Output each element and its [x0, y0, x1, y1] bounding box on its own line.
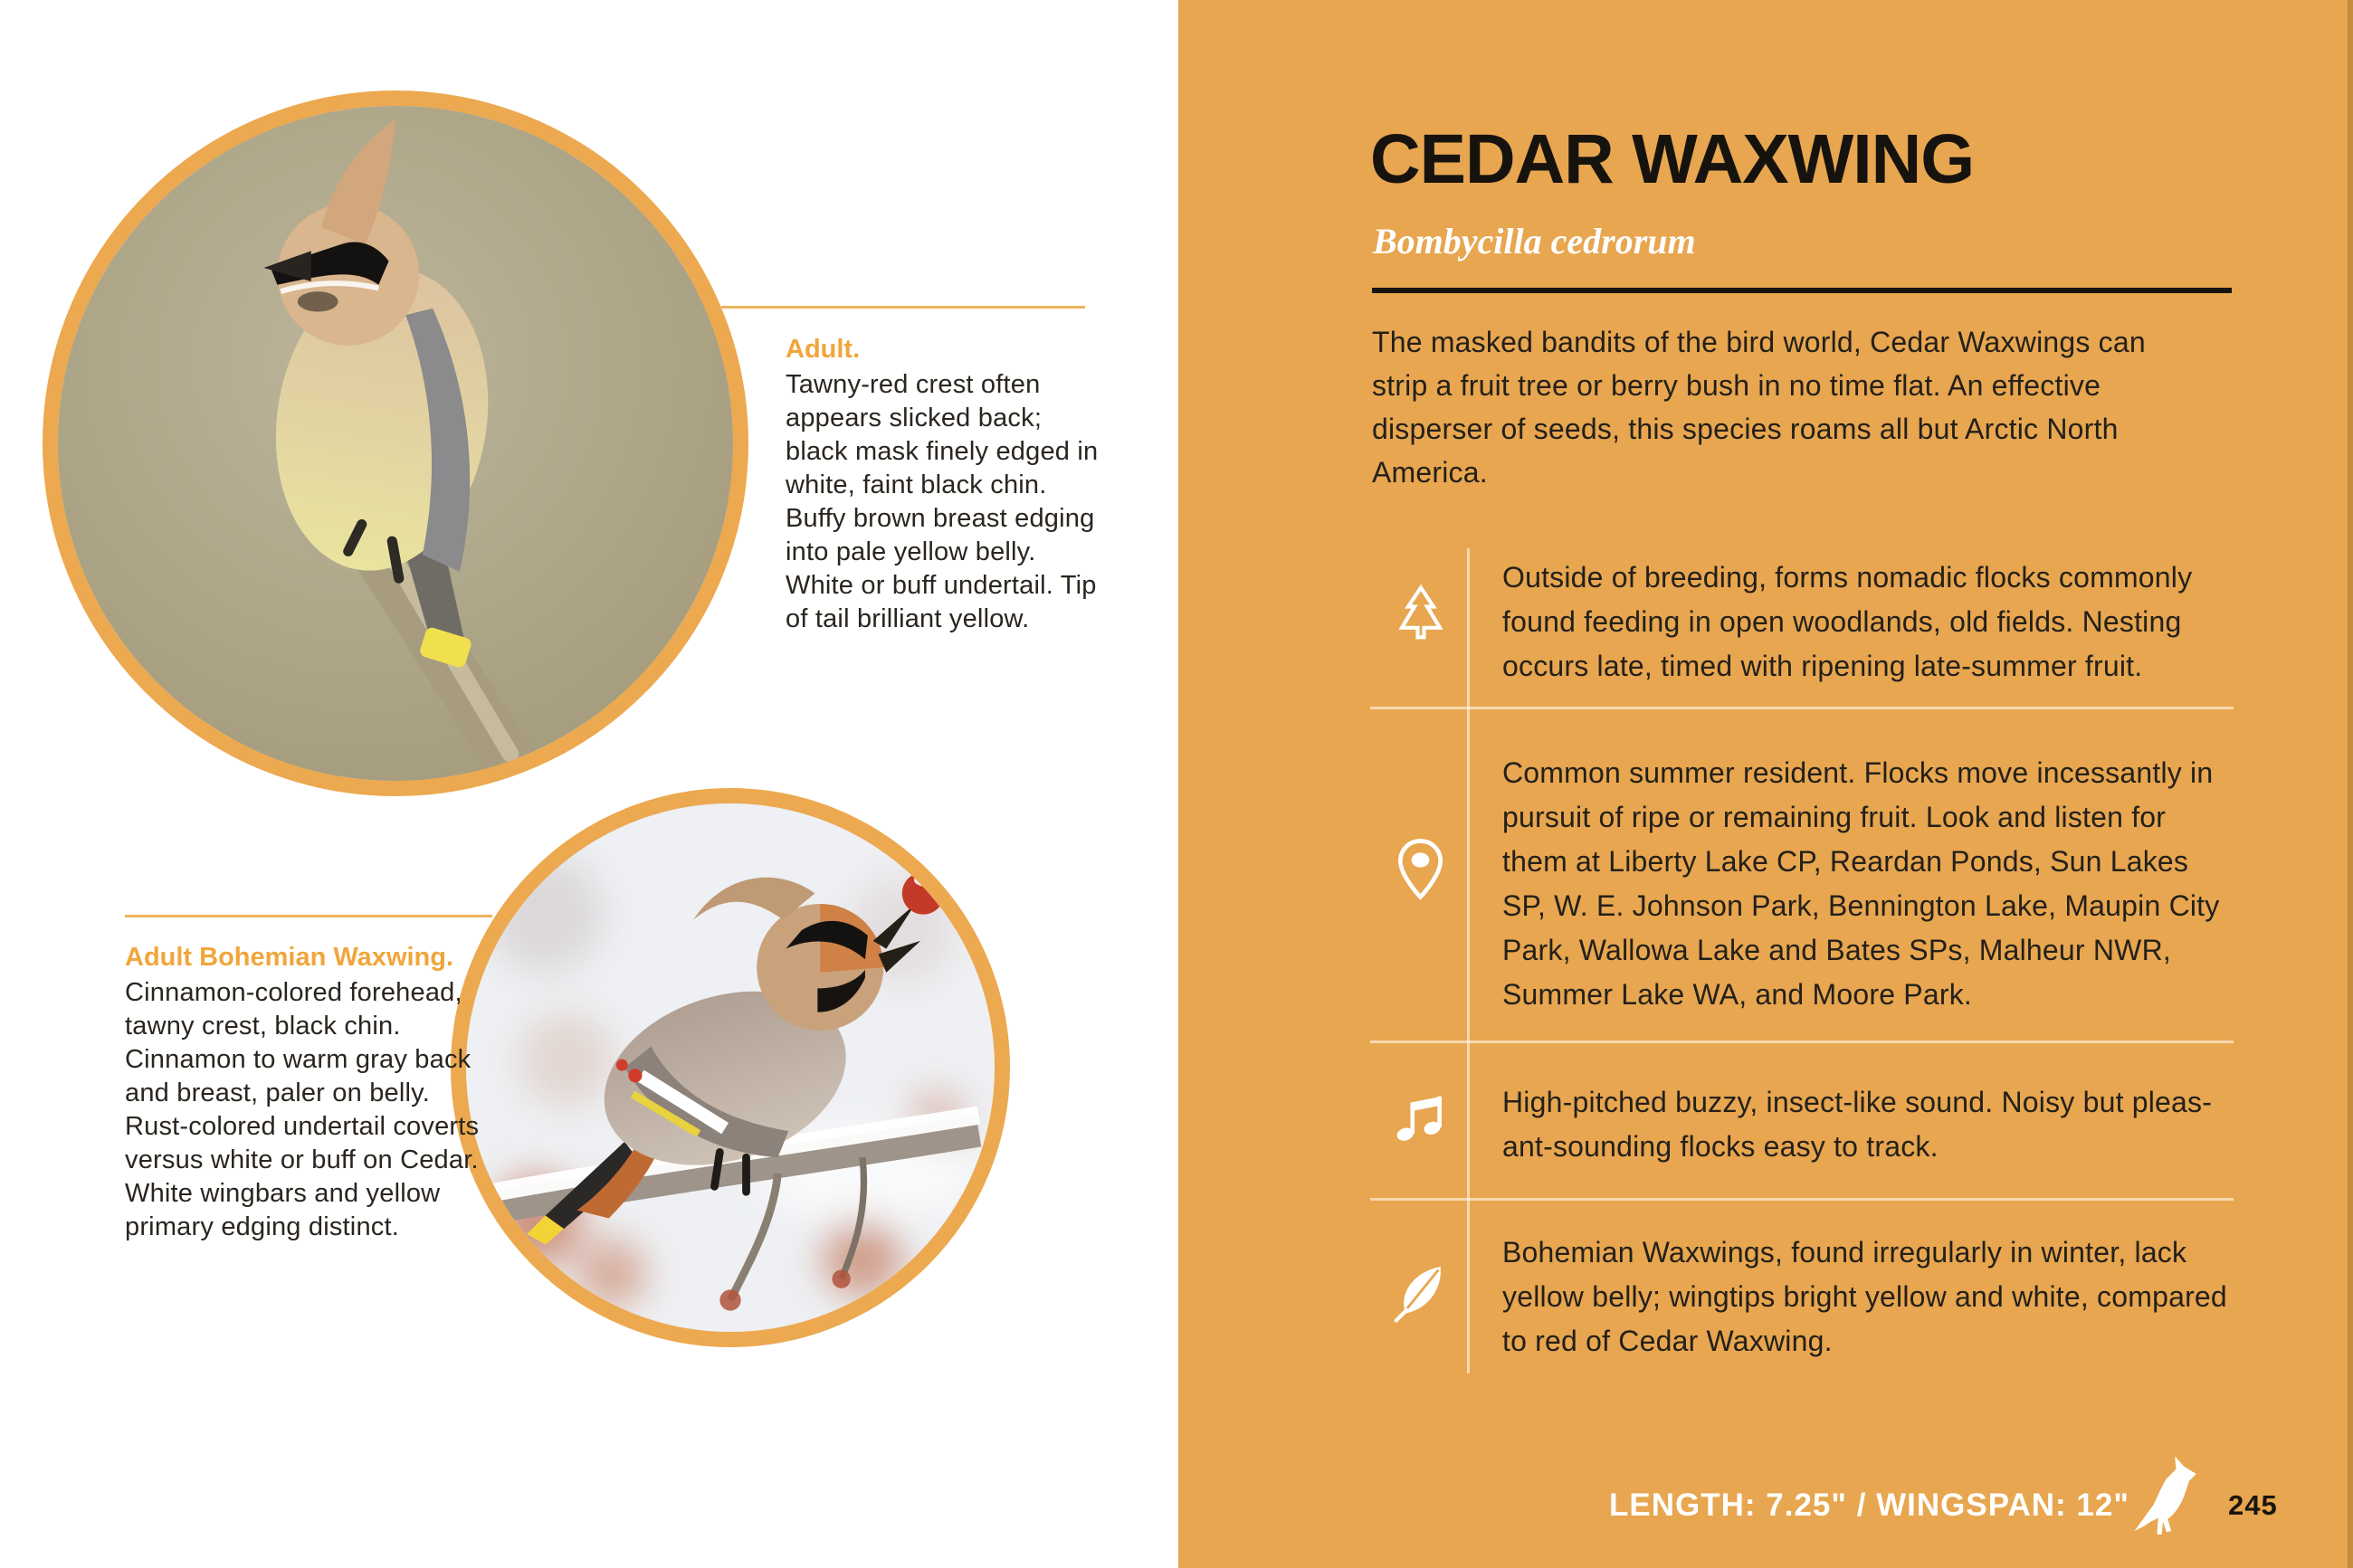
- music-note-icon: [1394, 1088, 1449, 1144]
- species-title: CEDAR WAXWING: [1370, 120, 1975, 198]
- page-number: 245: [2228, 1489, 2278, 1521]
- caption-rule-bohemian: [125, 915, 492, 917]
- cedar-waxwing-illustration: [58, 106, 733, 781]
- scientific-name: Bombycilla cedrorum: [1373, 221, 1696, 261]
- caption-adult-heading: Adult.: [786, 335, 861, 364]
- cedar-waxwing-photo: [43, 90, 748, 796]
- location-pin-icon: [1395, 838, 1446, 901]
- feather-icon: [1392, 1261, 1449, 1323]
- page-edge-shadow: [2348, 0, 2353, 1568]
- voice-section-text: High-pitched buzzy, insect-like sound. Noisy but pleasant-sounding flocks easy to track.: [1502, 1086, 2212, 1163]
- bohemian-waxwing-photo: [451, 788, 1010, 1347]
- length-wingspan-stats: LENGTH: 7.25" / WINGSPAN: 12": [1609, 1487, 2129, 1523]
- intro-paragraph: The masked bandits of the bird world, Cedar Waxwings can strip a fruit tree or berry bush in no time flat. An effective disperser of seeds, this species roams all but Arctic North America.: [1372, 326, 2146, 489]
- icon-column-divider: [1467, 548, 1470, 1373]
- section-divider-2: [1370, 1041, 2234, 1043]
- where-to-find-section-text: Common summer resident. Flocks move incessantly in pursuit of ripe or remaining fruit. Look and listen for them at Liberty Lake CP, Reardan Ponds, Sun Lakes SP, W. E. Johnson Park, Bennington Lake, Maupin City Park, Wallowa Lake and Bates SPs, Malheur NWR, Summer Lake WA, and Moore Park.: [1502, 756, 2220, 1011]
- caption-bohemian: [125, 941, 491, 1244]
- section-divider-3: [1370, 1198, 2234, 1201]
- similar-species-section-text: Bohemian Waxwings, found irregularly in winter, lack yellow belly; wingtips bright yellow and white, compared to red of Cedar Waxwing.: [1502, 1236, 2227, 1357]
- caption-bohemian-heading: Adult Bohemian Waxwing.: [125, 943, 454, 972]
- caption-bohemian-body: Cinnamon-colored forehead, tawny crest, black chin. Cinnamon to warm gray back and breast, paler on belly. Rust-colored undertail coverts versus white or buff on Cedar. White wingbars and yellow primary edging distinct.: [125, 978, 480, 1241]
- caption-rule-adult: [721, 306, 1085, 309]
- habitat-section-text: Outside of breeding, forms nomadic flocks commonly found feeding in open woodlands, old fields. Nesting occurs late, timed with ripening late-summer fruit.: [1502, 561, 2193, 682]
- title-rule: [1372, 288, 2232, 293]
- pine-tree-icon: [1391, 584, 1451, 648]
- caption-adult-body: Tawny-red crest often appears slicked back; black mask finely edged in white, faint black chin. Buffy brown breast edging into pale yellow belly. White or buff undertail. Tip of tail brilliant yellow.: [786, 370, 1099, 633]
- caption-adult: [786, 333, 1104, 636]
- bohemian-waxwing-illustration: [466, 803, 995, 1332]
- section-divider-1: [1370, 707, 2234, 709]
- waxwing-silhouette-icon: [2127, 1455, 2199, 1538]
